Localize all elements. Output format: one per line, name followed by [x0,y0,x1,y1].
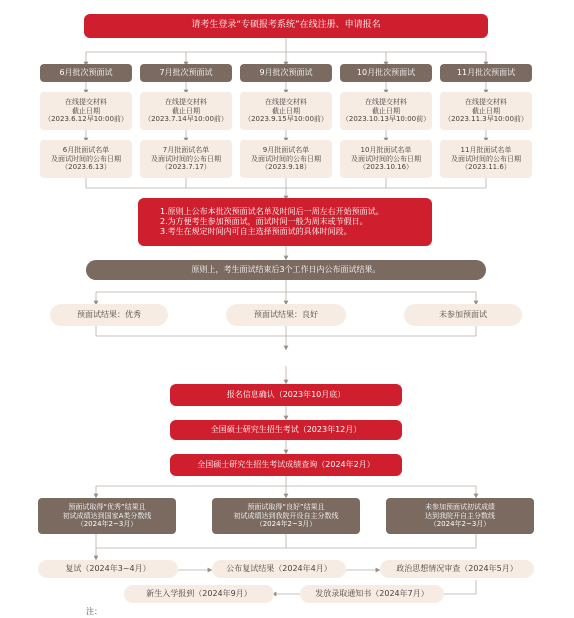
publish-line: 及面试时间的公布日期 [451,154,521,163]
publish-line: （2023.10.16） [358,163,414,172]
outcome-excellent [38,498,176,534]
submit-line: 在线提交材料 [465,97,507,106]
submit-line: 截止日期 [72,106,100,115]
publish-line: （2023.11.6） [461,163,511,172]
outcome-line: （2024年2~3月） [429,520,491,529]
rule-line: 3.考生在规定时间内可自主选择预面试的具体时间段。 [160,227,352,236]
final-political-review: 政治思想情况审查（2024年5月） [380,560,534,578]
final-retest: 复试（2024年3~4月） [38,560,178,578]
submit-line: 在线提交材料 [65,97,107,106]
step-registration-confirm: 报名信息确认（2023年10月底） [170,384,402,406]
batch-publish-july [140,140,232,178]
batch-title-october: 10月批次预面试 [340,64,432,82]
registration-banner: 请考生登录“专硕报考系统”在线注册、申请报名 [84,14,488,38]
publish-line: （2023.7.17） [161,163,211,172]
batch-title-july: 7月批次预面试 [140,64,232,82]
publish-line: 10月批面试名单 [360,145,412,154]
batch-submit-june [40,92,132,130]
submit-line: （2023.9.15早10:00前） [244,115,328,124]
result-good: 预面试结果：良好 [226,304,346,326]
batch-submit-july [140,92,232,130]
outcome-line: （2024年2~3月） [255,520,317,529]
batch-title-june: 6月批次预面试 [40,64,132,82]
batch-submit-october [340,92,432,130]
outcome-good [212,498,360,534]
submit-line: （2023.11.3早10:00前） [444,115,528,124]
batch-publish-september [240,140,332,178]
submit-line: 截止日期 [272,106,300,115]
submit-line: （2023.6.12早10:00前） [44,115,128,124]
publish-line: （2023.9.18） [261,163,311,172]
result-notice: 原则上，考生面试结束后3个工作日内公布面试结果。 [86,260,486,280]
outcome-line: 预面试取得“优秀”结果且 [68,502,146,511]
submit-line: （2023.10.13早10:00前） [341,115,431,124]
submit-line: 在线提交材料 [365,97,407,106]
publish-line: （2023.6.13） [61,163,111,172]
batch-publish-november [440,140,532,178]
rule-line: 2.为方便考生参加预面试，面试时间一般为周末或节假日。 [160,217,368,226]
final-enrollment: 新生入学报到（2024年9月） [124,585,274,603]
publish-line: 及面试时间的公布日期 [351,154,421,163]
final-retest-results: 公布复试结果（2024年4月） [212,560,346,578]
submit-line: 在线提交材料 [165,97,207,106]
publish-line: 9月批面试名单 [262,145,310,154]
publish-line: 11月批面试名单 [460,145,512,154]
submit-line: 在线提交材料 [265,97,307,106]
publish-line: 及面试时间的公布日期 [251,154,321,163]
outcome-line: 预面试取得“良好”结果且 [247,502,325,511]
interview-rules [138,198,432,246]
footnote: 注： [86,607,102,616]
publish-line: 及面试时间的公布日期 [51,154,121,163]
result-excellent: 预面试结果：优秀 [50,304,168,326]
rule-line: 1.原则上公布本批次预面试名单及时间后一周左右开始预面试。 [160,207,384,216]
submit-line: 截止日期 [172,106,200,115]
batch-title-november: 11月批次预面试 [440,64,532,82]
publish-line: 7月批面试名单 [162,145,210,154]
outcome-line: 初试成绩达到国家A类分数线 [62,511,152,520]
submit-line: 截止日期 [372,106,400,115]
step-national-exam: 全国硕士研究生招生考试（2023年12月） [170,420,402,440]
publish-line: 6月批面试名单 [62,145,110,154]
submit-line: 截止日期 [472,106,500,115]
outcome-not-attended [386,498,534,534]
batch-title-september: 9月批次预面试 [240,64,332,82]
outcome-line: 未参加预面试初试成绩 [425,502,495,511]
batch-publish-june [40,140,132,178]
result-not-attended: 未参加预面试 [404,304,522,326]
outcome-line: 达到我院开自主分数线 [425,511,495,520]
batch-submit-september [240,92,332,130]
final-admission-notice: 发放录取通知书（2024年7月） [300,585,444,603]
publish-line: 及面试时间的公布日期 [151,154,221,163]
step-score-query: 全国硕士研究生招生考试成绩查询（2024年2月） [170,454,402,476]
batch-submit-november [440,92,532,130]
submit-line: （2023.7.14早10:00前） [144,115,228,124]
outcome-line: （2024年2~3月） [76,520,138,529]
batch-publish-october [340,140,432,178]
outcome-line: 初试成绩达到我院开设自主分数线 [233,511,339,520]
